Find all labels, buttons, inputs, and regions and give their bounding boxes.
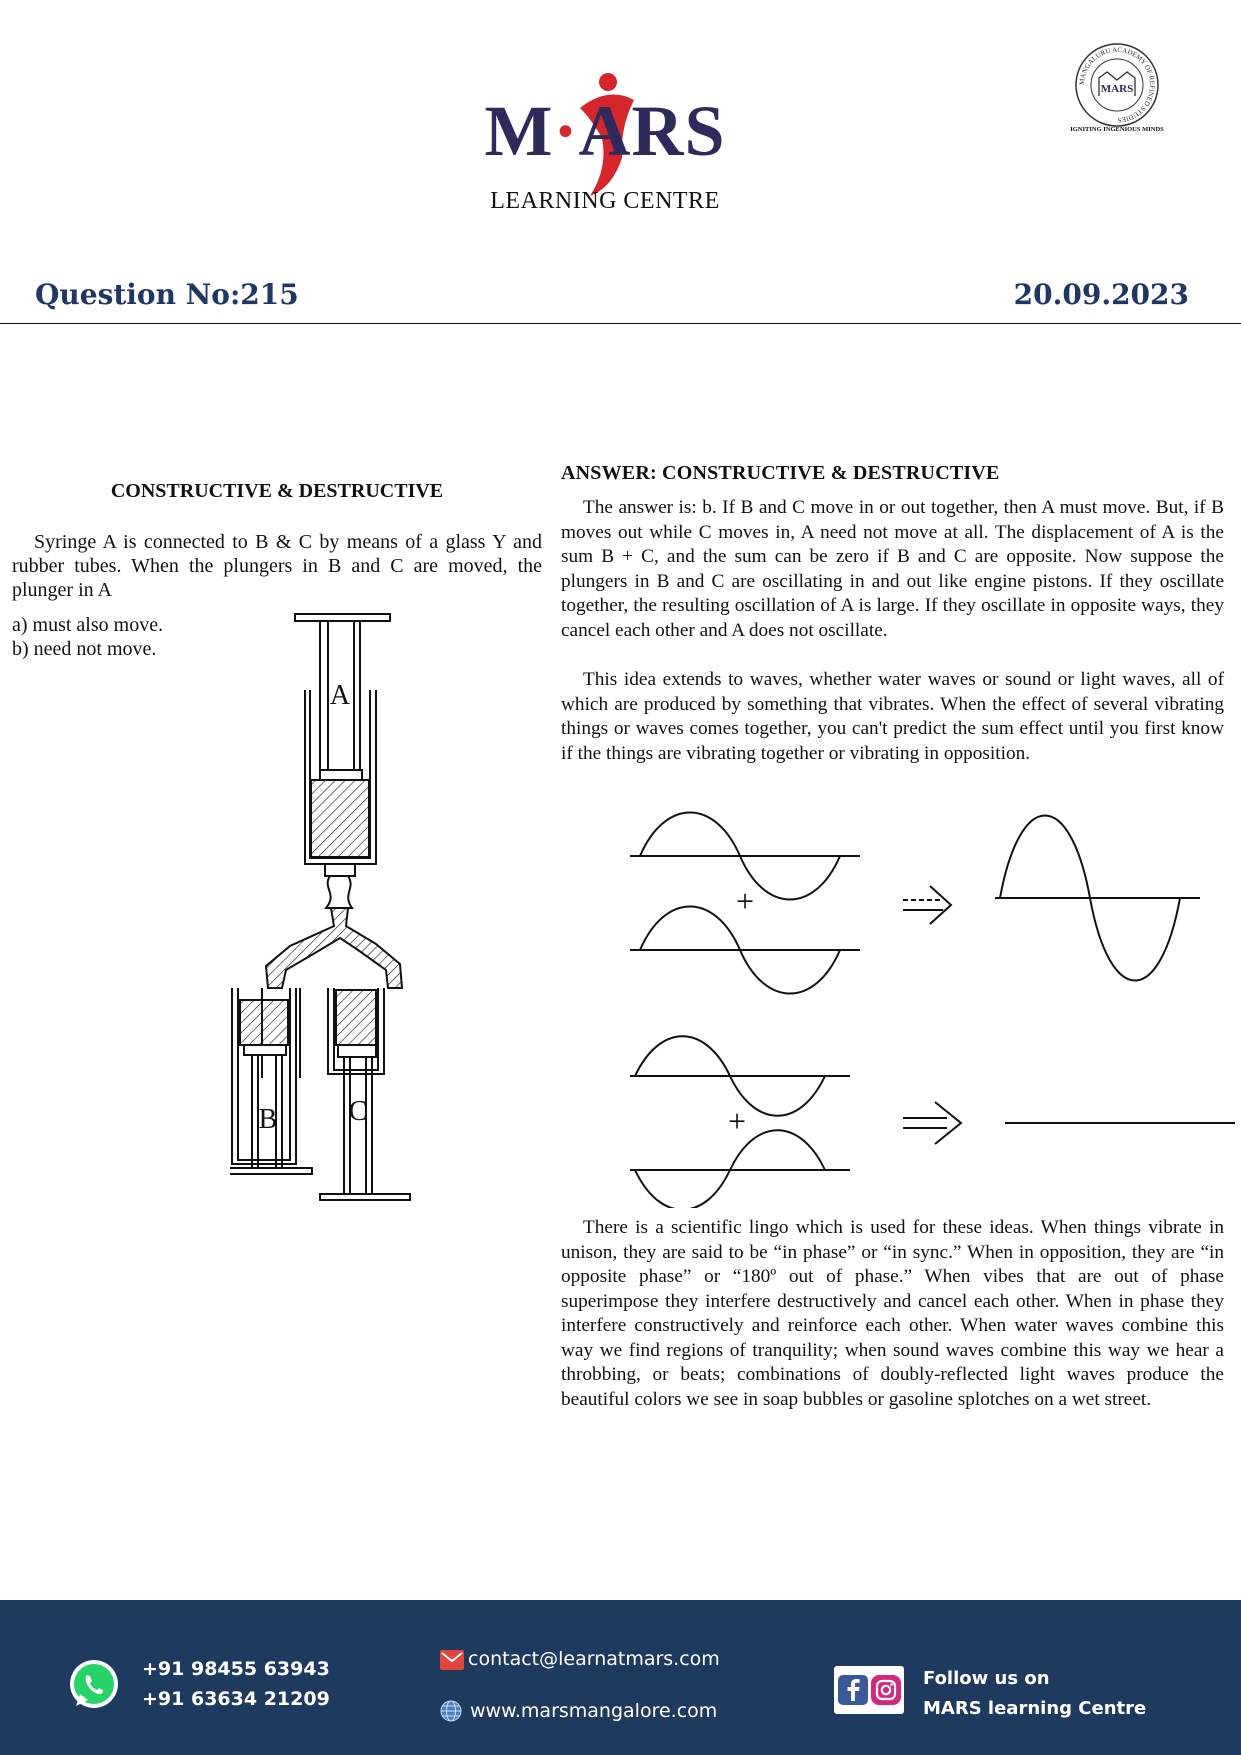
seal-center-text: MARS [1100,83,1134,95]
question-date: 20.09.2023 [1013,278,1189,311]
syringe-c-handle [320,1194,410,1200]
globe-icon [440,1700,462,1722]
question-text: Syringe A is connected to B & C by means of a glass Y and rubber tubes. When the plungers in B and C are moved, the plunger in A [12,531,542,601]
follow-us-label: Follow us on [923,1668,1050,1689]
seal-tagline: IGNITING INGENIOUS MINDS [1070,126,1164,133]
syringe-diagram [230,608,450,1208]
mail-icon [440,1650,464,1670]
social-icons [834,1666,904,1714]
answer-paragraph-3: There is a scientific lingo which is used for these ideas. When things vibrate in unison, they are said to be “in phase” or “in sync.” When in opposition, they are “in opposite phase” or “180º out of phase.” When vibes that are out of phase superimpose they interfere destructively and cancel each other. When in phase they interfere constructively and reinforce each other. When water waves combine this way we find regions of tranquility; when sound waves combine this way we hear a throbbing, or beats; combinations of doubly-reflected light waves produce the beautiful colors we see in soap bubbles or gasoline splotches on a wet street. [561,1217,1224,1410]
syringe-label-c: C [348,1096,368,1127]
answer-paragraph-2: This idea extends to waves, whether water waves or sound or light waves, all of which are produced by something that vibrates. When the effect of several vibrating things or waves comes together, you can't predict the sum effect until you first know if the things are vibrating together or vibrating in opposition. [561,669,1224,764]
logo-subtitle: LEARNING CENTRE [490,188,720,214]
logo-word-left: M [484,91,554,171]
wave-superposition-diagram [625,808,1237,1208]
question-header-bar [0,272,1241,324]
seal-ring-text: MANGALURU ACADEMY OF REFINED STUDIES [1077,45,1157,125]
answer-paragraph-1: The answer is: b. If B and C move in or out together, then A must move. But, if B moves out while C moves in, A need not move at all. The displacement of A is the sum B + C, and the sum can be zero if B and C are opposite. Now suppose the plungers in B and C are oscillating in and out like engine pistons. If they oscillate together, the resulting oscillation of A is large. If they oscillate in opposite ways, they cancel each other and A does not oscillate. [561,497,1224,641]
arrow-icon-2 [903,1102,961,1144]
syringe-a-handle [295,614,390,621]
syringe-b-handle [230,1168,312,1174]
email-link[interactable]: contact@learnatmars.com [468,1648,720,1670]
arrow-icon-1 [903,886,951,924]
logo-word-right: ARS [578,91,726,171]
phone-number-1[interactable]: +91 98455 63943 [142,1658,330,1680]
website-link[interactable]: www.marsmangalore.com [470,1700,718,1722]
mars-logo [470,68,740,218]
plus-sign-2: + [727,1103,747,1139]
logo-word-dot: · [553,91,579,171]
question-number: Question No:215 [35,278,299,311]
footer-bar [0,1600,1241,1755]
social-page-name[interactable]: MARS learning Centre [923,1698,1147,1719]
logo-wordmark [470,90,740,173]
facebook-icon[interactable] [838,1675,868,1705]
plus-sign-1: + [735,883,755,919]
answer-title: ANSWER: CONSTRUCTIVE & DESTRUCTIVE [561,462,1000,484]
whatsapp-icon[interactable] [68,1658,120,1710]
question-title: CONSTRUCTIVE & DESTRUCTIVE [110,480,444,502]
syringe-label-b: B [258,1104,278,1135]
option-b: b) need not move. [12,638,157,660]
instagram-icon[interactable] [871,1675,901,1705]
phone-number-2[interactable]: +91 63634 21209 [142,1688,330,1710]
syringe-label-a: A [329,680,351,711]
academy-seal [1072,40,1162,140]
option-a: a) must also move. [12,614,164,636]
seal-emblem-icon [1072,40,1162,130]
